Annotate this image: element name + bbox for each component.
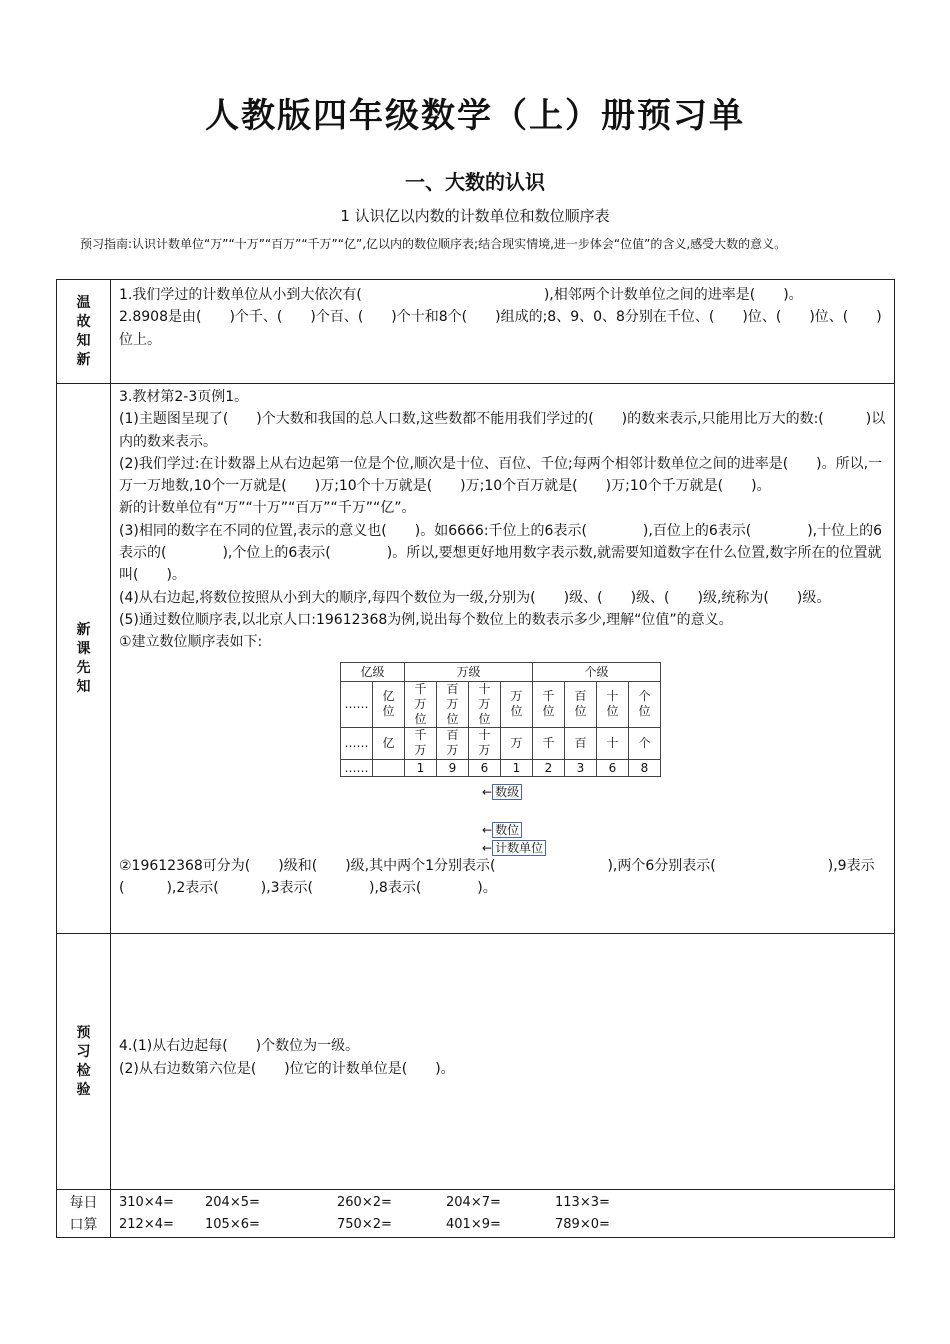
position-cell: …… xyxy=(341,681,373,727)
check-content xyxy=(111,934,895,1190)
question-3: 3.教材第2-3页例1。 xyxy=(119,389,249,405)
math-item: 212×4= xyxy=(119,1217,174,1232)
table-annotations xyxy=(482,777,886,855)
mental-math-grid xyxy=(111,1190,894,1236)
position-cell: 十位 xyxy=(597,681,629,727)
math-item: 310×4= xyxy=(119,1195,174,1210)
table-intro: ①建立数位顺序表如下: xyxy=(119,634,263,651)
math-item: 204×7= xyxy=(446,1195,501,1210)
annotation-position: ← 数位 xyxy=(482,819,522,841)
unit-cell: 亿 xyxy=(373,727,405,759)
position-cell: 个位 xyxy=(629,681,661,727)
math-item: 113×3= xyxy=(555,1195,610,1210)
question-3-2: (2)我们学过:在计数器上从右边起第一位是个位,顺次是十位、百位、千位;每两个相邻计数单位之间的进率是( )。所以,一万一万地数,10个一万就是( )万;10个十万就是( )万;10个百万就是( )万;10个千万就是( )。 xyxy=(119,455,883,495)
unit-cell: 百万 xyxy=(437,727,469,759)
newlesson-label: 新课先知 xyxy=(57,384,111,934)
unit-cell: 个 xyxy=(629,727,661,759)
unit-cell: 千 xyxy=(533,727,565,759)
position-cell: 百万位 xyxy=(437,681,469,727)
arrow-left-icon: ← xyxy=(482,840,493,855)
unit-cell: 百 xyxy=(565,727,597,759)
annotation-unit: ← 计数单位 xyxy=(482,837,546,859)
question-3-3: (3)相同的数字在不同的位置,表示的意义也( )。如6666:千位上的6表示( ),百位上的6表示( ),十位上的6表示的( ),个位上的6表示( )。所以,要想更好地用数字表示数,就需要知道数字在什么位置,数字所在的位置就叫( )。 xyxy=(119,522,883,584)
math-item: 204×5= xyxy=(205,1195,260,1210)
new-units-note: 新的计数单位有“万”“十万”“百万”“千万”“亿”。 xyxy=(119,500,416,517)
digit-cell: …… xyxy=(341,759,373,776)
unit-cell: 万 xyxy=(501,727,533,759)
digit-cell: 1 xyxy=(405,759,437,776)
digit-cell: 8 xyxy=(629,759,661,776)
question-4-1: 4.(1)从右边起每( )个数位为一级。 xyxy=(119,1038,360,1055)
unit-cell: 十万 xyxy=(469,727,501,759)
question-3-1: (1)主题图呈现了( )个大数和我国的总人口数,这些数都不能用我们学过的( )的数来表示,只能用比万大的数:( )以内的数来表示。 xyxy=(119,411,886,450)
position-cell: 千位 xyxy=(533,681,565,727)
digit-cell xyxy=(373,759,405,776)
digit-cell: 1 xyxy=(501,759,533,776)
question-1: 1.我们学过的计数单位从小到大依次有( ),相邻两个计数单位之间的进率是( )。 xyxy=(119,287,803,303)
review-content xyxy=(111,280,895,384)
annotation-level: ← 数级 xyxy=(482,781,522,803)
position-cell: 千万位 xyxy=(405,681,437,727)
question-4-2: (2)从右边数第六位是( )位它的计数单位是( )。 xyxy=(119,1060,455,1077)
math-item: 750×2= xyxy=(337,1217,392,1232)
daily-label: 每日口算 xyxy=(57,1190,111,1238)
level-ge: 个级 xyxy=(533,662,661,681)
level-yi: 亿级 xyxy=(341,662,405,681)
question-3-4: (4)从右边起,将数位按照从小到大的顺序,每四个数位为一级,分别为( )级、( )级、( )级,统称为( )级。 xyxy=(119,589,831,606)
digit-cell: 3 xyxy=(565,759,597,776)
worksheet-table xyxy=(56,279,895,1238)
arrow-left-icon: ← xyxy=(482,822,493,837)
place-value-table xyxy=(340,662,661,777)
unit-cell: 千万 xyxy=(405,727,437,759)
question-3-5: (5)通过数位顺序表,以北京人口:19612368为例,说出每个数位上的数表示多少,理解“位值”的意义。 xyxy=(119,611,733,628)
digit-cell: 9 xyxy=(437,759,469,776)
position-cell: 万位 xyxy=(501,681,533,727)
math-item: 260×2= xyxy=(337,1195,392,1210)
digit-cell: 6 xyxy=(469,759,501,776)
question-2: 2.8908是由( )个千、( )个百、( )个十和8个( )组成的;8、9、0、8分别在千位、( )位、( )位、( )位上。 xyxy=(119,309,882,348)
position-cell: 百位 xyxy=(565,681,597,727)
arrow-left-icon: ← xyxy=(482,784,493,799)
review-label: 温故知新 xyxy=(57,280,111,384)
math-item: 401×9= xyxy=(446,1217,501,1232)
unit-cell: …… xyxy=(341,727,373,759)
digit-cell: 6 xyxy=(597,759,629,776)
position-cell: 亿位 xyxy=(373,681,405,727)
check-label: 预习检验 xyxy=(57,934,111,1190)
math-item: 105×6= xyxy=(205,1217,260,1232)
lesson-subtitle: 1 认识亿以内数的计数单位和数位顺序表 xyxy=(340,207,610,225)
position-cell: 十万位 xyxy=(469,681,501,727)
level-wan: 万级 xyxy=(405,662,533,681)
unit-cell: 十 xyxy=(597,727,629,759)
daily-content xyxy=(111,1190,895,1238)
math-item: 789×0= xyxy=(555,1217,610,1232)
preview-guide: 预习指南:认识计数单位“万”“十万”“百万”“千万”“亿”,亿以内的数位顺序表;结合现实情境,进一步体会“位值”的含义,感受大数的意义。 xyxy=(80,237,787,251)
section-title: 一、大数的认识 xyxy=(405,170,545,194)
newlesson-content xyxy=(111,384,895,934)
page-title: 人教版四年级数学（上）册预习单 xyxy=(205,96,745,136)
digit-cell: 2 xyxy=(533,759,565,776)
question-3-5-2: ②19612368可分为( )级和( )级,其中两个1分别表示( ),两个6分别表示( ),9表示( ),2表示( ),3表示( ),8表示( )。 xyxy=(119,857,875,896)
